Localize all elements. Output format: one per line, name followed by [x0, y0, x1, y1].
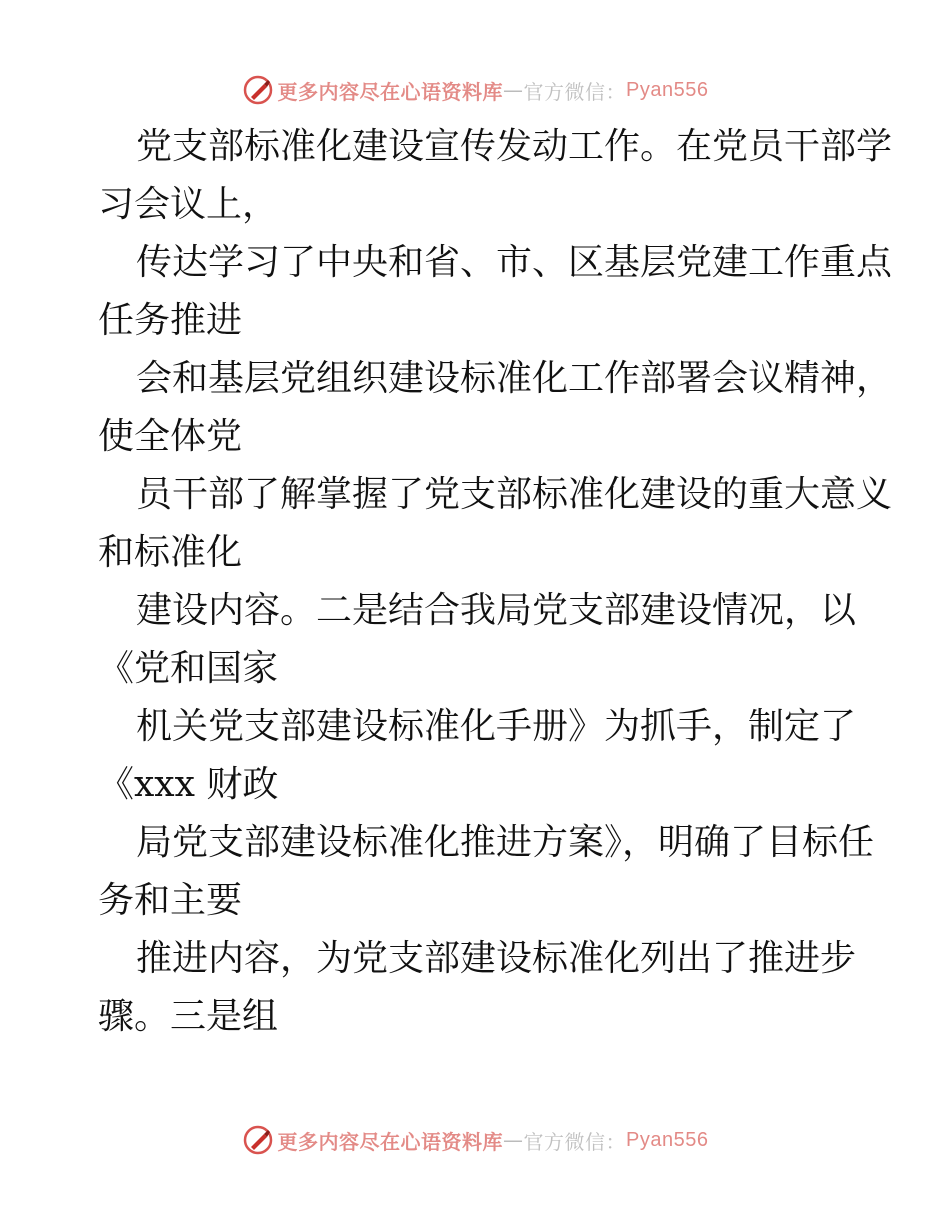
- text-line: 《xxx 财政: [98, 764, 279, 805]
- banner-brand-text: 更多内容尽在心语资料库: [277, 79, 504, 104]
- banner-dash: —: [503, 78, 524, 102]
- text-line: 局党支部建设标准化推进方案》，明确了目标任: [136, 822, 875, 863]
- text-line: 骤。三是组: [98, 996, 279, 1037]
- banner-brand-text: 更多内容尽在心语资料库: [277, 1129, 504, 1154]
- banner-wechat-id: Pyan556: [626, 78, 709, 101]
- text-line: 习会议上，: [98, 184, 279, 225]
- text-line: 会和基层党组织建设标准化工作部署会议精神，: [136, 358, 893, 399]
- banner-wechat-label: 官方微信：: [523, 1129, 627, 1154]
- text-line: 使全体党: [98, 416, 243, 457]
- text-line: 传达学习了中央和省、市、区基层党建工作重点: [136, 242, 893, 283]
- text-line: 员干部了解掌握了党支部标准化建设的重大意义: [136, 474, 893, 515]
- text-line: 任务推进: [98, 300, 243, 341]
- text-line: 推进内容，为党支部建设标准化列出了推进步: [136, 938, 857, 979]
- pen-logo-icon: [242, 74, 274, 106]
- banner-wechat-label: 官方微信：: [523, 79, 627, 104]
- text-line: 建设内容。二是结合我局党支部建设情况，以: [136, 590, 857, 631]
- text-line: 《党和国家: [98, 648, 279, 689]
- text-line: 务和主要: [98, 880, 243, 921]
- banner-wechat-id: Pyan556: [626, 1128, 709, 1151]
- header-watermark-banner: [0, 70, 950, 110]
- pen-logo-icon: [242, 1124, 274, 1156]
- banner-dash: —: [503, 1128, 524, 1152]
- footer-watermark-banner: [0, 1120, 950, 1160]
- body-text: [98, 118, 898, 1046]
- text-line: 机关党支部建设标准化手册》为抓手，制定了: [136, 706, 857, 747]
- text-line: 党支部标准化建设宣传发动工作。在党员干部学: [136, 126, 893, 167]
- text-line: 和标准化: [98, 532, 243, 573]
